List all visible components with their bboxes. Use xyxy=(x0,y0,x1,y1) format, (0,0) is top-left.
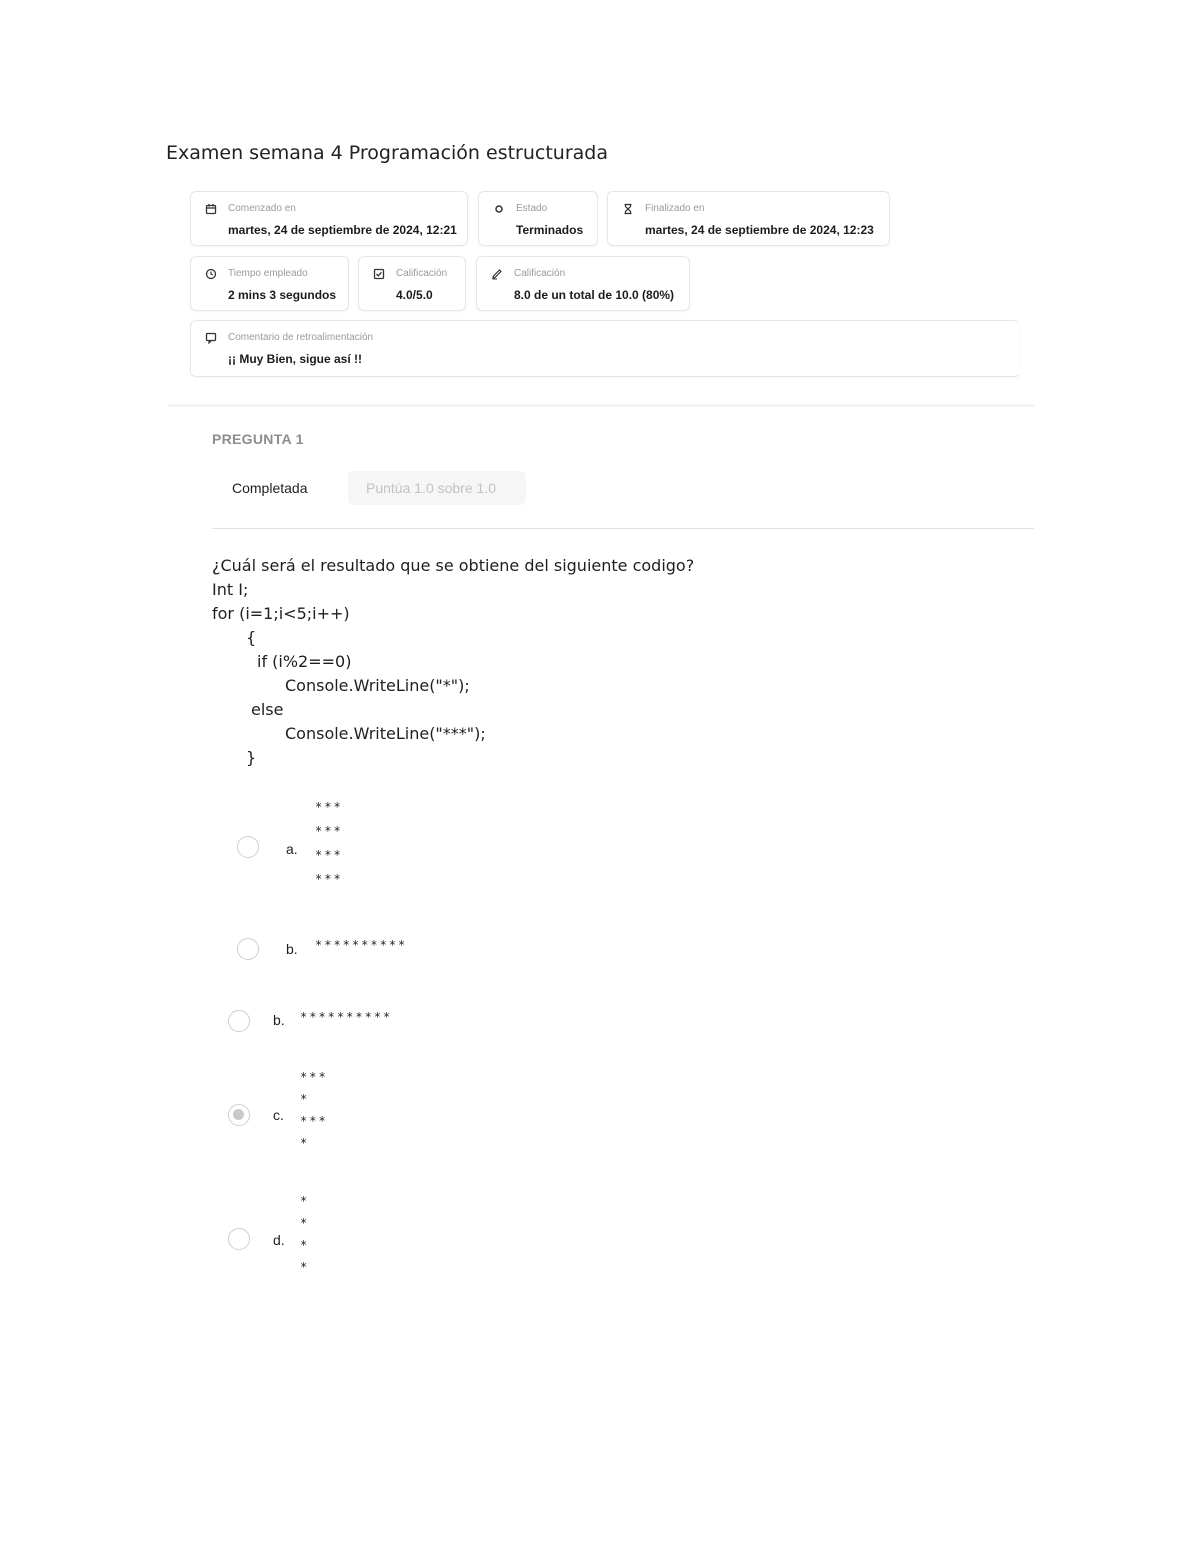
time-spent-label: Tiempo empleado xyxy=(228,268,308,279)
code-line: if (i%2==0) xyxy=(257,652,352,671)
marks-card xyxy=(358,256,466,311)
code-line: { xyxy=(246,628,257,647)
option-b-duplicate-radio[interactable] xyxy=(228,1010,250,1032)
option-d-line: * xyxy=(300,1260,310,1274)
option-b-duplicate-line: ********** xyxy=(300,1010,393,1024)
finished-card xyxy=(607,191,890,246)
marks-label: Calificación xyxy=(396,268,448,279)
option-d-line: * xyxy=(300,1216,310,1230)
option-a-line: *** xyxy=(315,872,343,886)
code-line: for (i=1;i<5;i++) xyxy=(212,604,350,623)
checkbox-icon xyxy=(373,268,385,280)
finished-label: Finalizado en xyxy=(645,203,705,214)
option-c-radio[interactable] xyxy=(228,1104,250,1126)
feedback-label: Comentario de retroalimentación xyxy=(228,332,374,343)
option-d-line: * xyxy=(300,1194,310,1208)
question-text: ¿Cuál será el resultado que se obtiene del siguiente codigo? xyxy=(212,556,695,575)
section-separator xyxy=(168,404,1034,407)
comment-icon xyxy=(205,332,217,344)
started-label: Comenzado en xyxy=(228,203,296,214)
option-b-line: ********** xyxy=(315,938,408,952)
state-label: Estado xyxy=(516,203,548,214)
pencil-icon xyxy=(491,268,503,280)
feedback-card xyxy=(190,320,1020,377)
code-line: } xyxy=(246,748,257,767)
option-c-line: * xyxy=(300,1092,310,1106)
option-a-letter: a. xyxy=(286,841,298,857)
code-line: Int I; xyxy=(212,580,249,599)
code-line: Console.WriteLine("***"); xyxy=(285,724,486,743)
option-d-line: * xyxy=(300,1238,310,1252)
option-b-radio[interactable] xyxy=(237,938,259,960)
option-c-line: *** xyxy=(300,1070,328,1084)
feedback-value: ¡¡ Muy Bien, sigue así !! xyxy=(228,352,363,366)
question-score-badge: Puntúa 1.0 sobre 1.0 xyxy=(348,471,526,505)
marks-value: 4.0/5.0 xyxy=(396,288,433,302)
code-line: else xyxy=(251,700,284,719)
grade-label: Calificación xyxy=(514,268,566,279)
option-c-line: * xyxy=(300,1136,310,1150)
time-spent-value: 2 mins 3 segundos xyxy=(228,288,337,302)
option-b-letter: b. xyxy=(286,941,298,957)
option-a-line: *** xyxy=(315,800,343,814)
state-value: Terminados xyxy=(516,223,584,237)
option-c-line: *** xyxy=(300,1114,328,1128)
calendar-icon xyxy=(205,203,217,215)
option-d-letter: d. xyxy=(273,1232,285,1248)
option-c-letter: c. xyxy=(273,1107,284,1123)
hourglass-icon xyxy=(622,203,634,215)
time-spent-card xyxy=(190,256,349,311)
grade-card xyxy=(476,256,690,311)
grade-value: 8.0 de un total de 10.0 (80%) xyxy=(514,288,675,302)
question-heading: PREGUNTA 1 xyxy=(212,431,304,447)
status-icon xyxy=(493,203,505,215)
started-card xyxy=(190,191,468,246)
document-title: Examen semana 4 Programación estructurada xyxy=(166,142,608,164)
option-a-radio[interactable] xyxy=(237,836,259,858)
question-state: Completada xyxy=(232,480,308,496)
started-value: martes, 24 de septiembre de 2024, 12:21 xyxy=(228,223,457,237)
state-card xyxy=(478,191,598,246)
option-d-radio[interactable] xyxy=(228,1228,250,1250)
question-divider xyxy=(212,528,1034,529)
option-a-line: *** xyxy=(315,848,343,862)
code-line: Console.WriteLine("*"); xyxy=(285,676,470,695)
clock-icon xyxy=(205,268,217,280)
option-a-line: *** xyxy=(315,824,343,838)
option-b-duplicate-letter: b. xyxy=(273,1012,285,1028)
finished-value: martes, 24 de septiembre de 2024, 12:23 xyxy=(645,223,874,237)
